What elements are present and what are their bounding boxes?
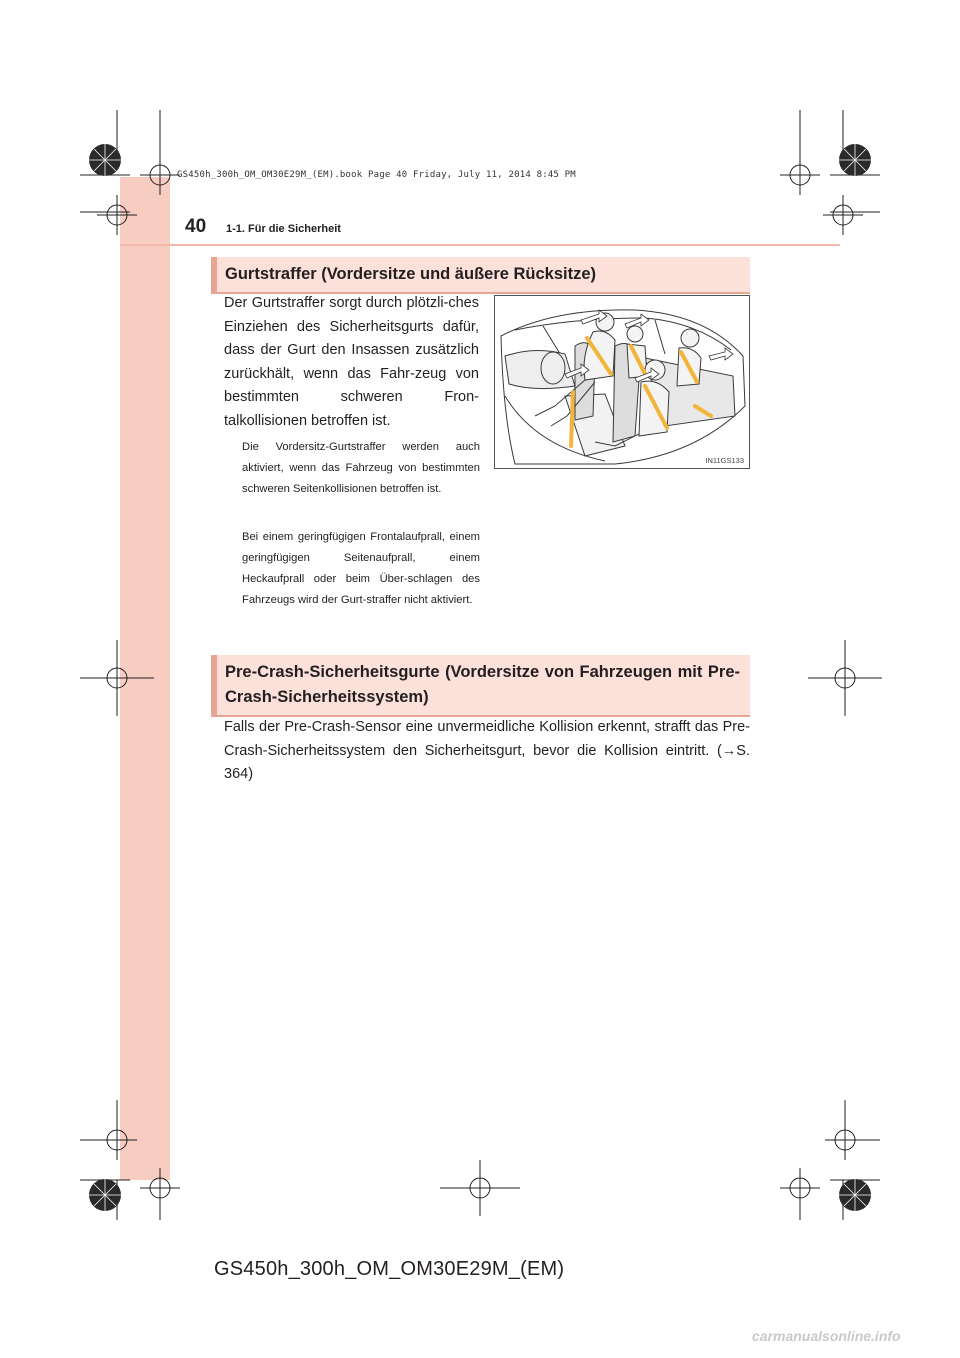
gurtstraffer-note-not-activated: Bei einem geringfügigen Frontalaufprall, einem geringfügigen Seitenaufprall, einem Heckaufprall oder beim Über-schlagen des Fahrzeugs wird der Gurt-straffer nicht aktiviert. [242, 531, 480, 606]
gurtstraffer-note-side-collision: Die Vordersitz-Gurtstraffer werden auch aktiviert, wenn das Fahrzeug von bestimmten schweren Seitenkollisionen betroffen ist. [242, 441, 480, 495]
watermark: carmanualsonline.info [752, 1328, 901, 1344]
seatbelt-pretensioner-illustration [494, 295, 750, 469]
section-heading-gurtstraffer: Gurtstraffer (Vordersitze und äußere Rücksitze) [211, 257, 750, 294]
page-number: 40 [185, 216, 207, 237]
print-file-header: GS450h_300h_OM_OM30E29M_(EM).book Page 40 Friday, July 11, 2014 8:45 PM [177, 170, 576, 180]
figure-code: IN11GS133 [705, 456, 744, 465]
crosshair-target-top-left [140, 155, 180, 195]
gurtstraffer-body-text: Der Gurtstraffer sorgt durch plötzli-ches Einziehen des Sicherheitsgurts dafür, dass der Gurt den Insassen zusätzlich zurückhält, wenn das Fahr-zeug von bestimmten schweren Fron-talkollisionen betroffen ist. [224, 295, 479, 429]
car-interior-drawing [495, 296, 749, 468]
section-heading-pre-crash: Pre-Crash-Sicherheitsgurte (Vordersitze von Fahrzeugen mit Pre-Crash-Sicherheitssystem) [211, 655, 750, 717]
footer-document-code: GS450h_300h_OM_OM30E29M_(EM) [214, 1258, 565, 1280]
pre-crash-body-text: Falls der Pre-Crash-Sensor eine unvermeidliche Kollision erkennt, strafft das Pre-Crash-Sicherheitssystem den Sicherheitsgurt, bevor die Kollision eintritt. (→S. 364) [224, 719, 750, 782]
header-rule [120, 244, 840, 246]
running-section-title: 1-1. Für die Sicherheit [226, 223, 341, 235]
